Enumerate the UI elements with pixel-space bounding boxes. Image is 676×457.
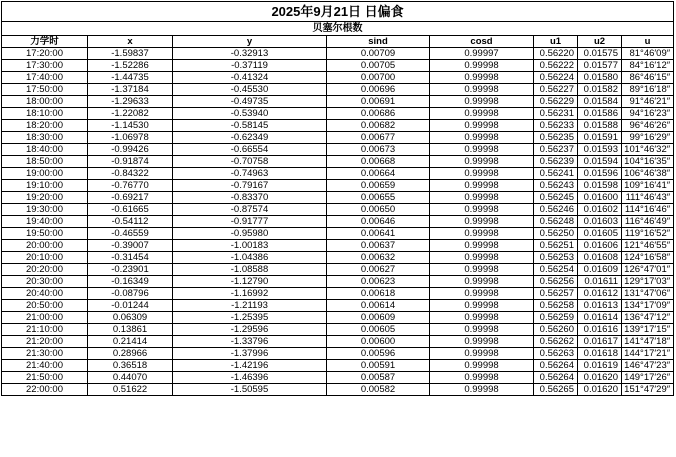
cell-u2: 0.01617 [578, 336, 622, 348]
cell-sind: 0.00600 [327, 336, 430, 348]
cell-sind: 0.00677 [327, 132, 430, 144]
cell-sind: 0.00655 [327, 192, 430, 204]
cell-u1: 0.56246 [534, 204, 578, 216]
cell-u2: 0.01600 [578, 192, 622, 204]
cell-x: -0.54112 [88, 216, 173, 228]
cell-cosd: 0.99998 [430, 384, 534, 396]
cell-u: 119°16′52″ [622, 228, 674, 240]
cell-y: -1.08588 [173, 264, 327, 276]
cell-x: -1.29633 [88, 96, 173, 108]
cell-y: -0.83370 [173, 192, 327, 204]
table-row [2, 84, 674, 96]
cell-time: 20:50:00 [2, 300, 88, 312]
cell-u2: 0.01596 [578, 168, 622, 180]
cell-sind: 0.00709 [327, 48, 430, 60]
cell-y: -0.66554 [173, 144, 327, 156]
cell-u1: 0.56262 [534, 336, 578, 348]
cell-u1: 0.56263 [534, 348, 578, 360]
cell-sind: 0.00614 [327, 300, 430, 312]
cell-sind: 0.00650 [327, 204, 430, 216]
cell-time: 18:20:00 [2, 120, 88, 132]
cell-u2: 0.01605 [578, 228, 622, 240]
cell-y: -0.70758 [173, 156, 327, 168]
column-header-x: x [88, 36, 173, 48]
cell-u: 116°46′49″ [622, 216, 674, 228]
cell-y: -1.42196 [173, 360, 327, 372]
cell-u: 86°46′15″ [622, 72, 674, 84]
cell-cosd: 0.99998 [430, 348, 534, 360]
table-row [2, 300, 674, 312]
cell-y: -0.79167 [173, 180, 327, 192]
cell-time: 22:00:00 [2, 384, 88, 396]
cell-x: -1.22082 [88, 108, 173, 120]
cell-x: -0.99426 [88, 144, 173, 156]
cell-time: 21:40:00 [2, 360, 88, 372]
table-row [2, 120, 674, 132]
cell-u1: 0.56241 [534, 168, 578, 180]
cell-y: -1.21193 [173, 300, 327, 312]
cell-time: 20:40:00 [2, 288, 88, 300]
cell-sind: 0.00673 [327, 144, 430, 156]
cell-u2: 0.01619 [578, 360, 622, 372]
column-header-cosd: cosd [430, 36, 534, 48]
cell-u: 96°46′26″ [622, 120, 674, 132]
cell-y: -1.04386 [173, 252, 327, 264]
cell-u2: 0.01620 [578, 372, 622, 384]
cell-y: -0.91777 [173, 216, 327, 228]
cell-x: -0.23901 [88, 264, 173, 276]
cell-u2: 0.01614 [578, 312, 622, 324]
column-header-u: u [622, 36, 674, 48]
cell-u1: 0.56260 [534, 324, 578, 336]
cell-u1: 0.56239 [534, 156, 578, 168]
table-row [2, 180, 674, 192]
cell-cosd: 0.99998 [430, 240, 534, 252]
cell-u1: 0.56235 [534, 132, 578, 144]
cell-cosd: 0.99998 [430, 108, 534, 120]
cell-time: 18:50:00 [2, 156, 88, 168]
cell-u: 111°46′43″ [622, 192, 674, 204]
cell-u2: 0.01618 [578, 348, 622, 360]
cell-y: -0.58145 [173, 120, 327, 132]
cell-u1: 0.56254 [534, 264, 578, 276]
cell-cosd: 0.99998 [430, 300, 534, 312]
cell-time: 21:10:00 [2, 324, 88, 336]
table-row [2, 384, 674, 396]
cell-sind: 0.00587 [327, 372, 430, 384]
cell-time: 19:50:00 [2, 228, 88, 240]
cell-cosd: 0.99998 [430, 372, 534, 384]
cell-y: -0.32913 [173, 48, 327, 60]
cell-cosd: 0.99998 [430, 96, 534, 108]
cell-cosd: 0.99998 [430, 264, 534, 276]
cell-cosd: 0.99998 [430, 336, 534, 348]
cell-u2: 0.01582 [578, 84, 622, 96]
cell-cosd: 0.99997 [430, 48, 534, 60]
cell-x: -0.01244 [88, 300, 173, 312]
cell-sind: 0.00582 [327, 384, 430, 396]
cell-time: 17:50:00 [2, 84, 88, 96]
cell-u1: 0.56259 [534, 312, 578, 324]
cell-u1: 0.56258 [534, 300, 578, 312]
cell-x: 0.21414 [88, 336, 173, 348]
cell-time: 17:20:00 [2, 48, 88, 60]
table-row [2, 240, 674, 252]
cell-cosd: 0.99998 [430, 216, 534, 228]
cell-sind: 0.00668 [327, 156, 430, 168]
cell-u1: 0.56227 [534, 84, 578, 96]
cell-x: 0.13861 [88, 324, 173, 336]
table-row [2, 132, 674, 144]
cell-x: -0.91874 [88, 156, 173, 168]
cell-u1: 0.56264 [534, 360, 578, 372]
cell-x: -0.08796 [88, 288, 173, 300]
cell-time: 21:00:00 [2, 312, 88, 324]
cell-x: -0.16349 [88, 276, 173, 288]
cell-time: 18:40:00 [2, 144, 88, 156]
cell-u2: 0.01608 [578, 252, 622, 264]
cell-time: 18:30:00 [2, 132, 88, 144]
table-row [2, 156, 674, 168]
cell-u1: 0.56231 [534, 108, 578, 120]
table-row [2, 360, 674, 372]
cell-u1: 0.56264 [534, 372, 578, 384]
cell-y: -0.62349 [173, 132, 327, 144]
cell-u2: 0.01616 [578, 324, 622, 336]
cell-sind: 0.00591 [327, 360, 430, 372]
cell-sind: 0.00641 [327, 228, 430, 240]
cell-u2: 0.01609 [578, 264, 622, 276]
cell-u1: 0.56233 [534, 120, 578, 132]
cell-u2: 0.01584 [578, 96, 622, 108]
cell-u: 84°16′12″ [622, 60, 674, 72]
table-row [2, 216, 674, 228]
table-row [2, 228, 674, 240]
cell-y: -1.46396 [173, 372, 327, 384]
cell-cosd: 0.99998 [430, 276, 534, 288]
cell-u: 126°47′01″ [622, 264, 674, 276]
table-row [2, 144, 674, 156]
cell-time: 20:20:00 [2, 264, 88, 276]
cell-sind: 0.00605 [327, 324, 430, 336]
cell-u1: 0.56253 [534, 252, 578, 264]
cell-cosd: 0.99998 [430, 204, 534, 216]
cell-u1: 0.56256 [534, 276, 578, 288]
cell-u: 121°46′55″ [622, 240, 674, 252]
cell-u: 99°16′29″ [622, 132, 674, 144]
cell-sind: 0.00682 [327, 120, 430, 132]
cell-cosd: 0.99998 [430, 132, 534, 144]
cell-sind: 0.00700 [327, 72, 430, 84]
cell-u2: 0.01612 [578, 288, 622, 300]
cell-y: -0.95980 [173, 228, 327, 240]
cell-x: -0.84322 [88, 168, 173, 180]
table-row [2, 276, 674, 288]
cell-x: -0.46559 [88, 228, 173, 240]
cell-time: 19:20:00 [2, 192, 88, 204]
cell-time: 20:10:00 [2, 252, 88, 264]
cell-sind: 0.00618 [327, 288, 430, 300]
cell-cosd: 0.99998 [430, 120, 534, 132]
cell-time: 18:10:00 [2, 108, 88, 120]
cell-cosd: 0.99998 [430, 60, 534, 72]
table-row [2, 192, 674, 204]
cell-x: -1.14530 [88, 120, 173, 132]
cell-y: -1.50595 [173, 384, 327, 396]
cell-u: 151°47′29″ [622, 384, 674, 396]
cell-sind: 0.00691 [327, 96, 430, 108]
cell-cosd: 0.99998 [430, 288, 534, 300]
table-row [2, 336, 674, 348]
cell-u2: 0.01577 [578, 60, 622, 72]
cell-u2: 0.01575 [578, 48, 622, 60]
column-header-sind: sind [327, 36, 430, 48]
cell-u: 114°16′46″ [622, 204, 674, 216]
table-row [2, 324, 674, 336]
table-row [2, 288, 674, 300]
table-row [2, 60, 674, 72]
cell-u: 131°47′06″ [622, 288, 674, 300]
cell-time: 18:00:00 [2, 96, 88, 108]
cell-u2: 0.01611 [578, 276, 622, 288]
cell-cosd: 0.99998 [430, 324, 534, 336]
cell-u: 149°17′26″ [622, 372, 674, 384]
cell-u: 81°46′09″ [622, 48, 674, 60]
cell-x: -0.39007 [88, 240, 173, 252]
table-row [2, 348, 674, 360]
cell-y: -1.29596 [173, 324, 327, 336]
cell-u: 104°16′35″ [622, 156, 674, 168]
table-row [2, 264, 674, 276]
cell-u2: 0.01593 [578, 144, 622, 156]
cell-cosd: 0.99998 [430, 84, 534, 96]
cell-u: 101°46′32″ [622, 144, 674, 156]
cell-u: 136°47′12″ [622, 312, 674, 324]
cell-u: 124°16′58″ [622, 252, 674, 264]
cell-x: 0.44070 [88, 372, 173, 384]
cell-sind: 0.00637 [327, 240, 430, 252]
cell-y: -0.45530 [173, 84, 327, 96]
cell-u: 146°47′23″ [622, 360, 674, 372]
cell-x: -0.76770 [88, 180, 173, 192]
cell-y: -0.74963 [173, 168, 327, 180]
cell-x: 0.28966 [88, 348, 173, 360]
table-row [2, 204, 674, 216]
cell-y: -0.87574 [173, 204, 327, 216]
cell-y: -1.00183 [173, 240, 327, 252]
cell-u2: 0.01580 [578, 72, 622, 84]
header-row [2, 36, 674, 48]
column-header-y: y [173, 36, 327, 48]
cell-sind: 0.00646 [327, 216, 430, 228]
cell-u1: 0.56251 [534, 240, 578, 252]
spreadsheet [1, 1, 673, 396]
cell-u1: 0.56222 [534, 60, 578, 72]
cell-u1: 0.56243 [534, 180, 578, 192]
cell-u: 106°46′38″ [622, 168, 674, 180]
cell-u1: 0.56224 [534, 72, 578, 84]
column-header-u1: u1 [534, 36, 578, 48]
cell-u1: 0.56250 [534, 228, 578, 240]
cell-x: 0.51622 [88, 384, 173, 396]
cell-u2: 0.01591 [578, 132, 622, 144]
cell-u: 109°16′41″ [622, 180, 674, 192]
cell-x: -0.61665 [88, 204, 173, 216]
cell-y: -0.49735 [173, 96, 327, 108]
cell-time: 20:30:00 [2, 276, 88, 288]
cell-y: -1.33796 [173, 336, 327, 348]
cell-u1: 0.56265 [534, 384, 578, 396]
cell-u1: 0.56229 [534, 96, 578, 108]
cell-time: 19:00:00 [2, 168, 88, 180]
cell-time: 21:50:00 [2, 372, 88, 384]
table-body [2, 48, 674, 396]
bessel-elements-table [1, 1, 674, 396]
cell-u: 141°47′18″ [622, 336, 674, 348]
cell-u: 134°17′09″ [622, 300, 674, 312]
cell-x: 0.36518 [88, 360, 173, 372]
column-header-time: 力学时 [2, 36, 88, 48]
cell-u2: 0.01602 [578, 204, 622, 216]
cell-y: -0.37119 [173, 60, 327, 72]
cell-time: 19:40:00 [2, 216, 88, 228]
cell-sind: 0.00705 [327, 60, 430, 72]
cell-y: -1.12790 [173, 276, 327, 288]
cell-u1: 0.56257 [534, 288, 578, 300]
cell-sind: 0.00659 [327, 180, 430, 192]
cell-y: -1.16992 [173, 288, 327, 300]
cell-u1: 0.56237 [534, 144, 578, 156]
cell-u: 144°17′21″ [622, 348, 674, 360]
cell-sind: 0.00627 [327, 264, 430, 276]
cell-u2: 0.01586 [578, 108, 622, 120]
cell-u1: 0.56248 [534, 216, 578, 228]
cell-time: 19:10:00 [2, 180, 88, 192]
table-row [2, 72, 674, 84]
cell-sind: 0.00596 [327, 348, 430, 360]
cell-u1: 0.56245 [534, 192, 578, 204]
cell-u1: 0.56220 [534, 48, 578, 60]
cell-u: 89°16′18″ [622, 84, 674, 96]
table-row [2, 48, 674, 60]
cell-cosd: 0.99998 [430, 192, 534, 204]
cell-x: -1.59837 [88, 48, 173, 60]
cell-cosd: 0.99998 [430, 156, 534, 168]
cell-sind: 0.00623 [327, 276, 430, 288]
cell-sind: 0.00664 [327, 168, 430, 180]
cell-u: 139°17′15″ [622, 324, 674, 336]
cell-u2: 0.01603 [578, 216, 622, 228]
cell-sind: 0.00609 [327, 312, 430, 324]
cell-time: 17:30:00 [2, 60, 88, 72]
cell-u2: 0.01613 [578, 300, 622, 312]
table-subtitle: 贝塞尔根数 [2, 22, 674, 36]
table-title: 2025年9月21日 日偏食 [2, 2, 674, 22]
cell-u2: 0.01594 [578, 156, 622, 168]
cell-u: 94°16′23″ [622, 108, 674, 120]
cell-sind: 0.00686 [327, 108, 430, 120]
cell-x: -1.06978 [88, 132, 173, 144]
cell-x: -0.31454 [88, 252, 173, 264]
column-header-u2: u2 [578, 36, 622, 48]
cell-cosd: 0.99998 [430, 168, 534, 180]
cell-y: -0.41324 [173, 72, 327, 84]
cell-cosd: 0.99998 [430, 252, 534, 264]
cell-u2: 0.01606 [578, 240, 622, 252]
table-row [2, 372, 674, 384]
table-row [2, 312, 674, 324]
cell-time: 21:20:00 [2, 336, 88, 348]
cell-y: -1.25395 [173, 312, 327, 324]
cell-u: 91°46′21″ [622, 96, 674, 108]
cell-x: -0.69217 [88, 192, 173, 204]
cell-u2: 0.01588 [578, 120, 622, 132]
cell-sind: 0.00632 [327, 252, 430, 264]
cell-u2: 0.01620 [578, 384, 622, 396]
cell-u: 129°17′03″ [622, 276, 674, 288]
cell-time: 21:30:00 [2, 348, 88, 360]
cell-cosd: 0.99998 [430, 312, 534, 324]
cell-sind: 0.00696 [327, 84, 430, 96]
cell-u2: 0.01598 [578, 180, 622, 192]
cell-x: -1.52286 [88, 60, 173, 72]
cell-x: -1.37184 [88, 84, 173, 96]
cell-time: 19:30:00 [2, 204, 88, 216]
table-row [2, 168, 674, 180]
cell-cosd: 0.99998 [430, 72, 534, 84]
table-row [2, 252, 674, 264]
cell-cosd: 0.99998 [430, 144, 534, 156]
cell-y: -0.53940 [173, 108, 327, 120]
cell-x: -1.44735 [88, 72, 173, 84]
table-row [2, 96, 674, 108]
cell-time: 17:40:00 [2, 72, 88, 84]
cell-cosd: 0.99998 [430, 228, 534, 240]
table-row [2, 108, 674, 120]
cell-x: 0.06309 [88, 312, 173, 324]
cell-y: -1.37996 [173, 348, 327, 360]
cell-cosd: 0.99998 [430, 360, 534, 372]
cell-cosd: 0.99998 [430, 180, 534, 192]
cell-time: 20:00:00 [2, 240, 88, 252]
